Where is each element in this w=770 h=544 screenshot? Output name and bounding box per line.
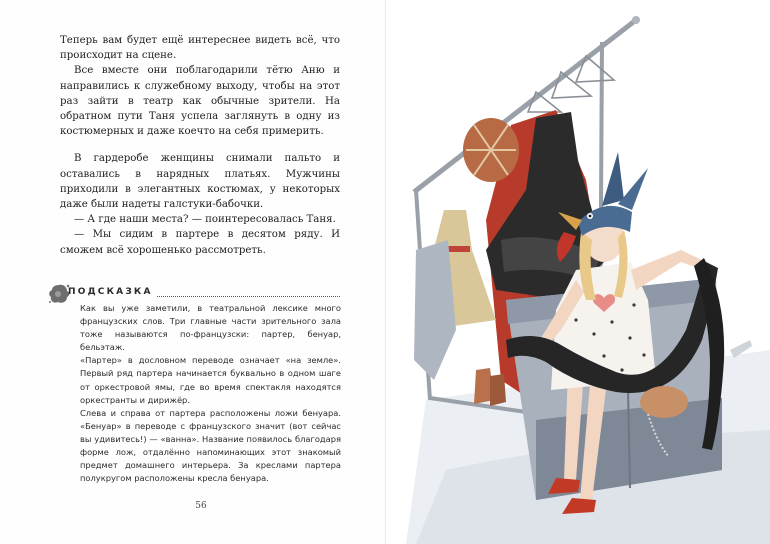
right-page [386,0,770,544]
story-text [60,33,340,258]
grey-coat [414,240,456,380]
hint-title: ПОДСКАЗКА [68,287,153,297]
story-paragraph: Теперь вам будет ещё интереснее видеть всё, что происходит на сцене. [60,35,340,62]
paragraph-gap [60,139,340,151]
hint-paragraph: Слева и справа от партера расположены ложи бенуара. «Бенуар» в переводе с французского значит (вот сейчас вы удивитесь!) — «ванна». Название появилось благодаря форме лож, отдалённо напоминающих этот знакомый предмет домашнего интерьера. За креслами партера полукругом расположены кресла бенуара. [80,407,341,484]
hint-paragraph: «Партер» в дословном переводе означает «на земле». Первый ряд партера начинается буквально в одном шаге от оркестровой ямы, где во время спектакля находятся оркестранты и дирижёр. [80,355,341,405]
story-paragraph: В гардеробе женщины снимали пальто и оставались в нарядных платьях. Мужчины приходили в элегантных костюмах, у некоторых даже были надеты галстуки-бабочки. [60,153,340,211]
hint-heading [68,287,340,297]
costume-illustration [386,0,770,544]
page-number: 56 [195,501,207,511]
dialogue-line: — А где наши места? — поинтересовалась Таня. [74,214,336,226]
hint-paragraph: Как вы уже заметили, в театральной лексике много французских слов. Три главные части зрительного зала тоже называются по-французски: партер, бенуар, бельэтаж. [80,303,341,353]
jewelry-pouch [640,386,688,418]
hint-dotted-leader [157,290,340,297]
dialogue-line: — Мы сидим в партере в десятом ряду. И сможем всё хорошенько рассмотреть. [60,229,340,256]
hint-body [80,302,341,485]
story-paragraph: Все вместе они поблагодарили тётю Аню и направились к служебному выходу, чтобы на этот раз зайти в театр как обычные зрители. На обратном пути Таня успела заглянуть в одну из костюмерных и даже коечто на себя примерить. [60,65,340,138]
